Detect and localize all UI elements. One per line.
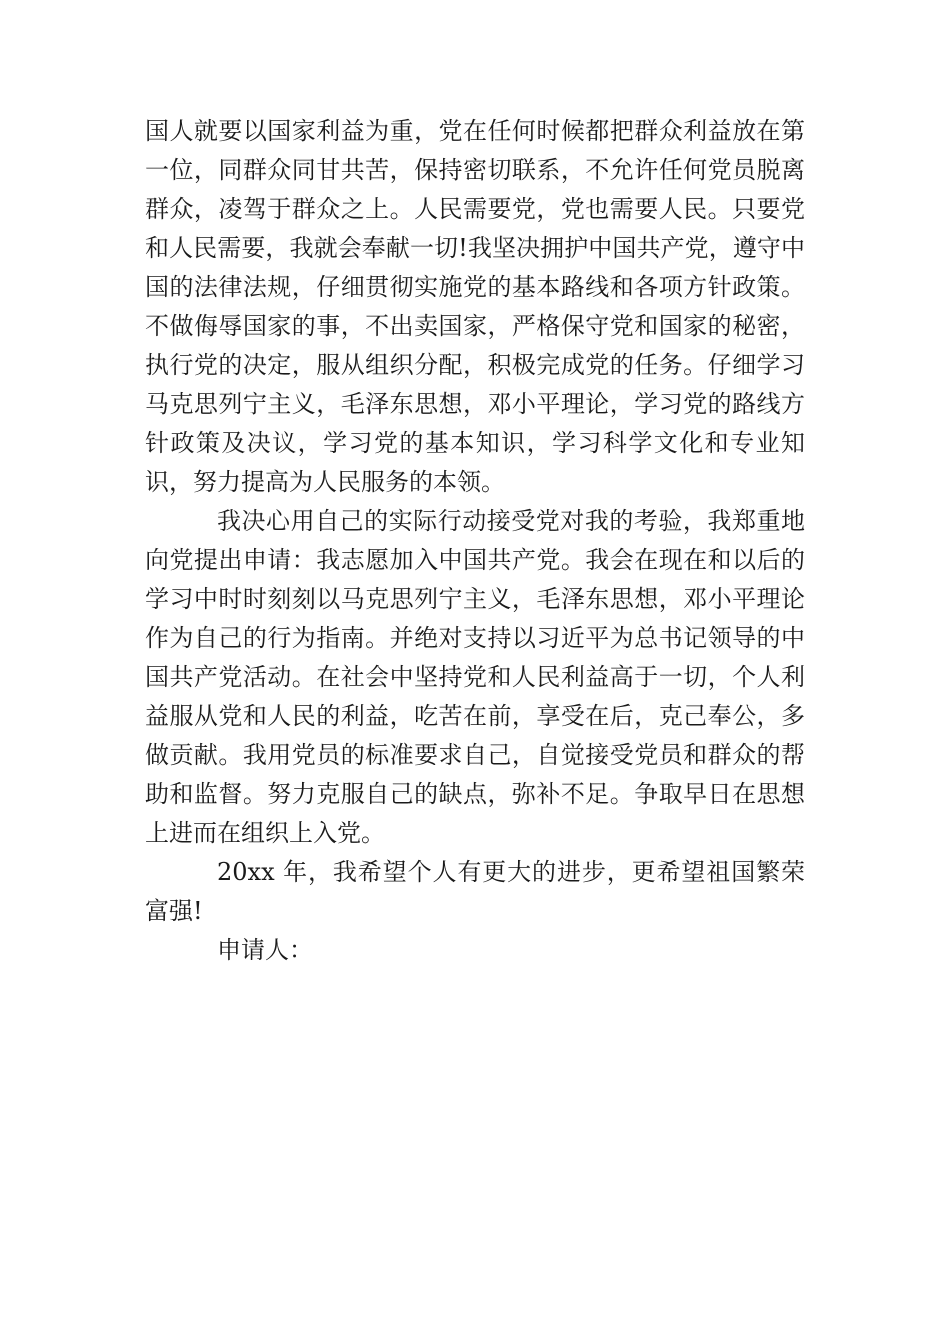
body-paragraph-application: 我决心用自己的实际行动接受党对我的考验，我郑重地向党提出申请：我志愿加入中国共产党。我会在现在和以后的学习中时时刻刻以马克思列宁主义，毛泽东思想，邓小平理论作为自己的行为指南。并绝对支持以习近平为总书记领导的中国共产党活动。在社会中坚持党和人民利益高于一切，个人利益服从党和人民的利益，吃苦在前，享受在后，克己奉公，多做贡献。我用党员的标准要求自己，自觉接受党员和群众的帮助和监督。努力克服自己的缺点，弥补不足。争取早日在思想上进而在组织上入党。 (145, 507, 805, 847)
signature-label: 申请人： (217, 936, 313, 964)
body-paragraph-continued: 国人就要以国家利益为重，党在任何时候都把群众利益放在第一位，同群众同甘共苦，保持密切联系，不允许任何党员脱离群众，凌驾于群众之上。人民需要党，党也需要人民。只要党和人民需要，我就会奉献一切!我坚决拥护中国共产党，遵守中国的法律法规，仔细贯彻实施党的基本路线和各项方针政策。不做侮辱国家的事，不出卖国家，严格保守党和国家的秘密，执行党的决定，服从组织分配，积极完成党的任务。仔细学习马克思列宁主义，毛泽东思想，邓小平理论，学习党的路线方针政策及决议，学习党的基本知识，学习科学文化和专业知识，努力提高为人民服务的本领。 (145, 117, 805, 496)
body-paragraph-wish: 20xx 年，我希望个人有更大的进步，更希望祖国繁荣富强! (145, 858, 805, 925)
document-body (145, 112, 805, 970)
